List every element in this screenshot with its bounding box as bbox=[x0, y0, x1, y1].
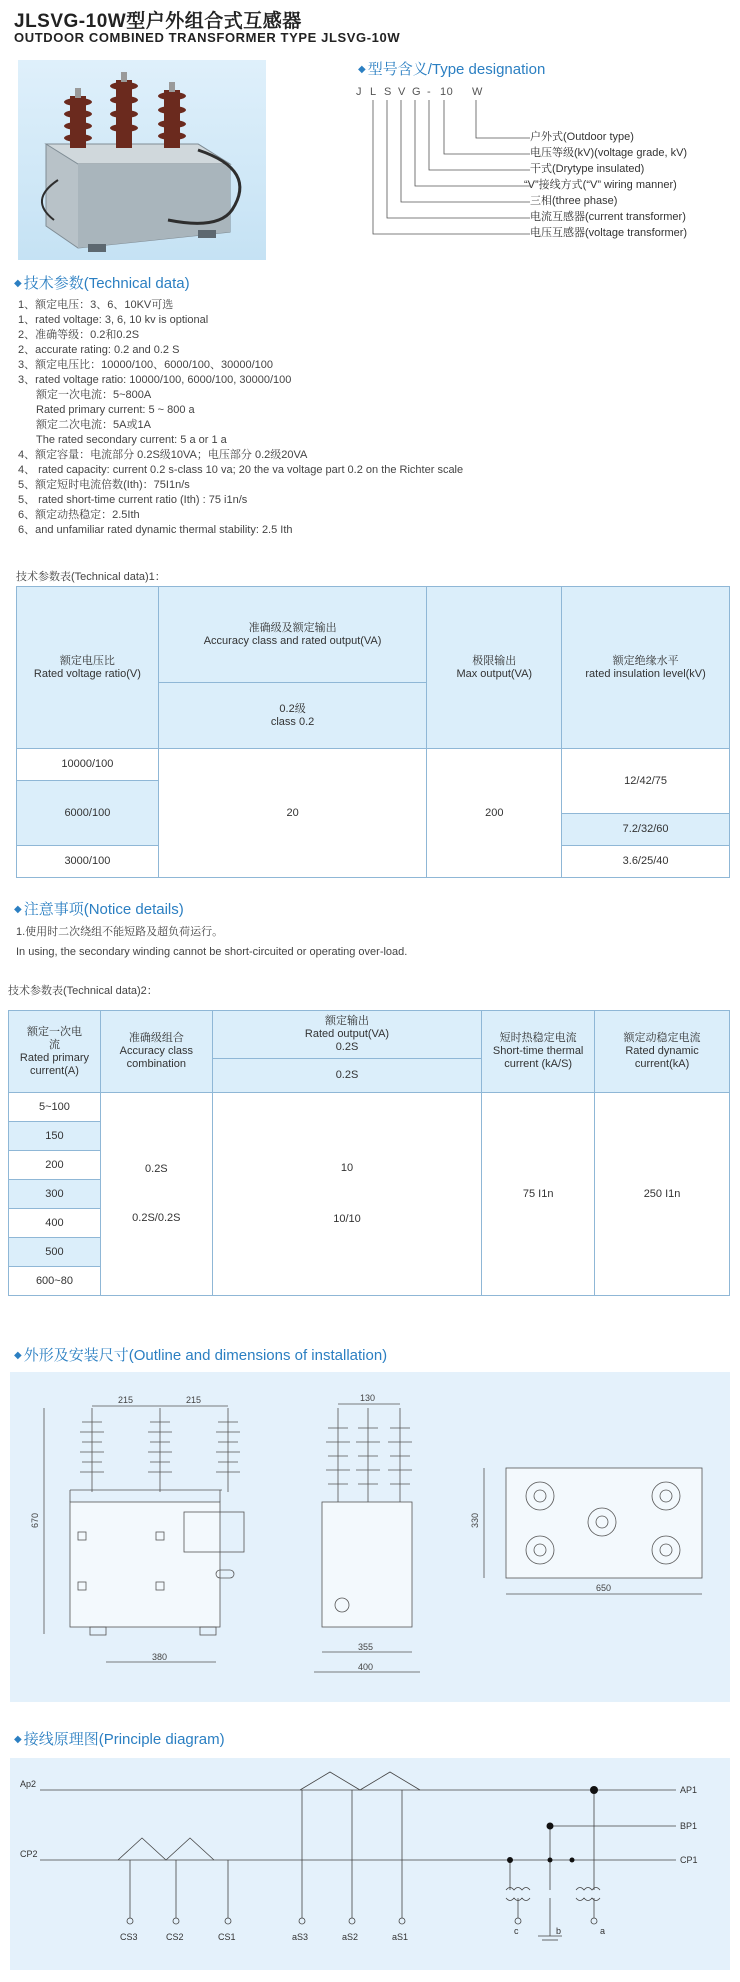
designation-heading bbox=[358, 58, 545, 79]
table-cell: 6000/100 bbox=[17, 781, 159, 846]
outline-drawing-panel bbox=[10, 1372, 730, 1702]
notice-line-en: In using, the secondary winding cannot be short-circuited or operating over-load. bbox=[16, 946, 408, 958]
page-subtitle: OUTDOOR COMBINED TRANSFORMER TYPE JLSVG-10W bbox=[14, 30, 401, 45]
designation-item: 三相(three phase) bbox=[530, 195, 618, 207]
table-cell: 400 bbox=[9, 1209, 101, 1238]
code-g: G bbox=[412, 86, 422, 98]
table-cell bbox=[212, 1093, 481, 1296]
principle-diagram-panel bbox=[10, 1758, 730, 1970]
label-as1: aS1 bbox=[392, 1932, 409, 1942]
outline-heading-text: 外形及安装尺寸(Outline and dimensions of installation) bbox=[23, 1347, 388, 1364]
tech-line: 额定一次电流：5~800A bbox=[36, 389, 152, 401]
table1-header-class bbox=[158, 683, 427, 749]
header-text: Rated primary current(A) bbox=[19, 1051, 89, 1077]
table2-header-primary bbox=[9, 1011, 101, 1093]
principle-heading bbox=[14, 1728, 225, 1749]
tech-line: The rated secondary current: 5 a or 1 a bbox=[36, 434, 227, 446]
label-cp1: CP1 bbox=[680, 1855, 698, 1865]
label-bp1: BP1 bbox=[680, 1821, 698, 1831]
dim-label-650: 650 bbox=[596, 1583, 612, 1593]
designation-item: 电流互感器(current transformer) bbox=[530, 211, 686, 223]
technical-list bbox=[18, 298, 463, 538]
dim-label-215-b: 215 bbox=[186, 1395, 202, 1405]
dim-label-400: 400 bbox=[358, 1662, 374, 1672]
header-text: 0.2级 bbox=[279, 702, 306, 715]
tech-line: 5、额定短时电流倍数(Ith)：75I1n/s bbox=[18, 479, 190, 491]
table1-header-accuracy bbox=[158, 587, 427, 683]
table2-header-output bbox=[212, 1011, 481, 1059]
outline-drawing bbox=[10, 1372, 730, 1702]
header-text: 准确级组合 bbox=[128, 1032, 184, 1044]
transformer-illustration bbox=[18, 60, 266, 260]
technical-heading bbox=[14, 272, 190, 293]
table-cell: 5~100 bbox=[9, 1093, 101, 1122]
code-10: 10 bbox=[440, 86, 454, 98]
header-text: rated insulation level(kV) bbox=[585, 667, 706, 680]
tech-line: 3、额定电压比：10000/100、6000/100、30000/100 bbox=[18, 359, 273, 371]
principle-heading-text: 接线原理图(Principle diagram) bbox=[23, 1731, 225, 1748]
cell-text: 10 bbox=[340, 1162, 354, 1174]
dim-label-670: 670 bbox=[30, 1512, 40, 1528]
header-text: Rated dynamic current(kA) bbox=[625, 1045, 699, 1070]
notice-heading-text: 注意事项(Notice details) bbox=[23, 901, 184, 918]
designation-item: 户外式(Outdoor type) bbox=[530, 131, 634, 143]
table1-header-max bbox=[427, 587, 562, 749]
table-cell: 150 bbox=[9, 1122, 101, 1151]
tech-line: 额定二次电流：5A或1A bbox=[36, 419, 151, 431]
dim-label-380: 380 bbox=[152, 1652, 168, 1662]
label-as3: aS3 bbox=[292, 1932, 309, 1942]
page-title: JLSVG-10W型户外组合式互感器 bbox=[14, 11, 302, 32]
bullet-icon: ◆ bbox=[14, 1350, 22, 1361]
table-cell: 20 bbox=[158, 749, 427, 878]
dim-label-215-a: 215 bbox=[118, 1395, 134, 1405]
label-a: a bbox=[600, 1926, 606, 1936]
designation-item: 电压互感器(voltage transformer) bbox=[530, 227, 688, 239]
tech-line: 4、 rated capacity: current 0.2 s-class 10 va; 20 the va voltage part 0.2 on the Richter scale bbox=[18, 464, 464, 476]
technical-heading-text: 技术参数(Technical data) bbox=[23, 275, 190, 292]
table2-header-combination bbox=[100, 1011, 212, 1093]
notice-line-cn: 1.使用时二次绕组不能短路及超负荷运行。 bbox=[16, 926, 224, 938]
tech-line: 5、 rated short-time current ratio (Ith) : 75 i1n/s bbox=[18, 494, 248, 506]
table2-caption: 技术参数表(Technical data)2： bbox=[8, 985, 158, 997]
table-cell bbox=[100, 1093, 212, 1296]
table-cell: 12/42/75 bbox=[562, 749, 730, 814]
designation-item: 干式(Drytype insulated) bbox=[530, 163, 645, 175]
outline-heading bbox=[14, 1344, 387, 1365]
tech-line: 6、额定动热稳定：2.5Ith bbox=[18, 509, 140, 521]
table2-header-short-time bbox=[482, 1011, 595, 1093]
technical-table-1 bbox=[16, 586, 730, 878]
label-as2: aS2 bbox=[342, 1932, 359, 1942]
label-ap2: Ap2 bbox=[20, 1779, 37, 1789]
dim-label-355: 355 bbox=[358, 1642, 374, 1652]
tech-line: Rated primary current: 5 ~ 800 a bbox=[36, 404, 195, 416]
dim-label-330: 330 bbox=[470, 1512, 480, 1528]
tech-line: 1、rated voltage: 3, 6, 10 kv is optional bbox=[18, 314, 209, 326]
table-cell: 200 bbox=[427, 749, 562, 878]
bullet-icon: ◆ bbox=[14, 1734, 22, 1745]
header-text: Short-time thermal current (kA/S) bbox=[492, 1045, 584, 1070]
table-cell: 600~80 bbox=[9, 1267, 101, 1296]
tech-line: 1、额定电压：3、6、10KV可选 bbox=[18, 299, 174, 311]
header-text: 0.2S bbox=[335, 1041, 359, 1053]
cell-text: 10/10 bbox=[333, 1213, 361, 1225]
designation-heading-text: 型号含义/Type designation bbox=[367, 61, 546, 78]
code-v: V bbox=[398, 86, 406, 98]
header-text: 额定动稳定电流 bbox=[623, 1032, 701, 1044]
code-w: W bbox=[472, 86, 483, 98]
header-text: 额定电压比 bbox=[59, 654, 115, 667]
label-c: c bbox=[514, 1926, 519, 1936]
table1-header-ratio bbox=[17, 587, 159, 749]
table2-header-dynamic bbox=[595, 1011, 730, 1093]
table-cell: 10000/100 bbox=[17, 749, 159, 781]
table1-caption: 技术参数表(Technical data)1： bbox=[16, 571, 166, 583]
table1-header-insulation bbox=[562, 587, 730, 749]
table-cell: 75 I1n bbox=[482, 1093, 595, 1296]
header-text: 短时热稳定电流 bbox=[499, 1032, 577, 1044]
header-text: 极限输出 bbox=[472, 654, 517, 667]
principle-diagram bbox=[10, 1758, 730, 1970]
bullet-icon: ◆ bbox=[14, 278, 22, 289]
tech-line: 2、accurate rating: 0.2 and 0.2 S bbox=[18, 344, 180, 356]
header-text: 额定一次电流 bbox=[26, 1025, 82, 1051]
header-text: 准确级及额定输出 bbox=[248, 621, 337, 634]
bullet-icon: ◆ bbox=[14, 904, 22, 915]
header-text: class 0.2 bbox=[270, 715, 315, 728]
header-text: Max output(VA) bbox=[456, 667, 533, 680]
header-text: 额定绝缘水平 bbox=[612, 654, 679, 667]
code-dash: - bbox=[427, 86, 432, 98]
cell-text: 0.2S/0.2S bbox=[132, 1212, 181, 1224]
tech-line: 2、准确等级：0.2和0.2S bbox=[18, 329, 140, 341]
designation-leaders bbox=[350, 98, 540, 238]
technical-table-2 bbox=[8, 1010, 730, 1296]
table2-header-output-sub: 0.2S bbox=[212, 1059, 481, 1093]
header-text: 额定输出 bbox=[325, 1015, 369, 1027]
table-cell: 3000/100 bbox=[17, 846, 159, 878]
header-text: Rated voltage ratio(V) bbox=[33, 667, 141, 680]
tech-line: 3、rated voltage ratio: 10000/100, 6000/100, 30000/100 bbox=[18, 374, 292, 386]
label-cs2: CS2 bbox=[166, 1932, 184, 1942]
code-s: S bbox=[384, 86, 392, 98]
tech-line: 4、额定容量：电流部分 0.2S级10VA；电压部分 0.2级20VA bbox=[18, 449, 308, 461]
code-j: J bbox=[356, 86, 362, 98]
label-b: b bbox=[556, 1926, 562, 1936]
tech-line: 6、and unfamiliar rated dynamic thermal stability: 2.5 Ith bbox=[18, 524, 293, 536]
label-ap1: AP1 bbox=[680, 1785, 698, 1795]
table-cell: 3.6/25/40 bbox=[562, 846, 730, 878]
table-cell: 250 I1n bbox=[595, 1093, 730, 1296]
designation-item: 电压等级(kV)(voltage grade, kV) bbox=[530, 147, 688, 159]
product-photo bbox=[18, 60, 266, 260]
code-l: L bbox=[370, 86, 377, 98]
bullet-icon: ◆ bbox=[358, 64, 366, 75]
table-cell: 200 bbox=[9, 1151, 101, 1180]
label-cs3: CS3 bbox=[120, 1932, 138, 1942]
label-cs1: CS1 bbox=[218, 1932, 236, 1942]
table-cell: 7.2/32/60 bbox=[562, 814, 730, 846]
table-cell: 300 bbox=[9, 1180, 101, 1209]
dim-label-130: 130 bbox=[360, 1393, 376, 1403]
cell-text: 0.2S bbox=[145, 1163, 168, 1175]
header-text: Accuracy class and rated output(VA) bbox=[203, 634, 382, 647]
table-cell: 500 bbox=[9, 1238, 101, 1267]
label-cp2: CP2 bbox=[20, 1849, 38, 1859]
notice-heading bbox=[14, 898, 184, 919]
header-text: Accuracy class combination bbox=[119, 1045, 194, 1070]
header-text: Rated output(VA) bbox=[304, 1028, 390, 1040]
designation-item: “V”接线方式(“V” wiring manner) bbox=[524, 179, 677, 191]
